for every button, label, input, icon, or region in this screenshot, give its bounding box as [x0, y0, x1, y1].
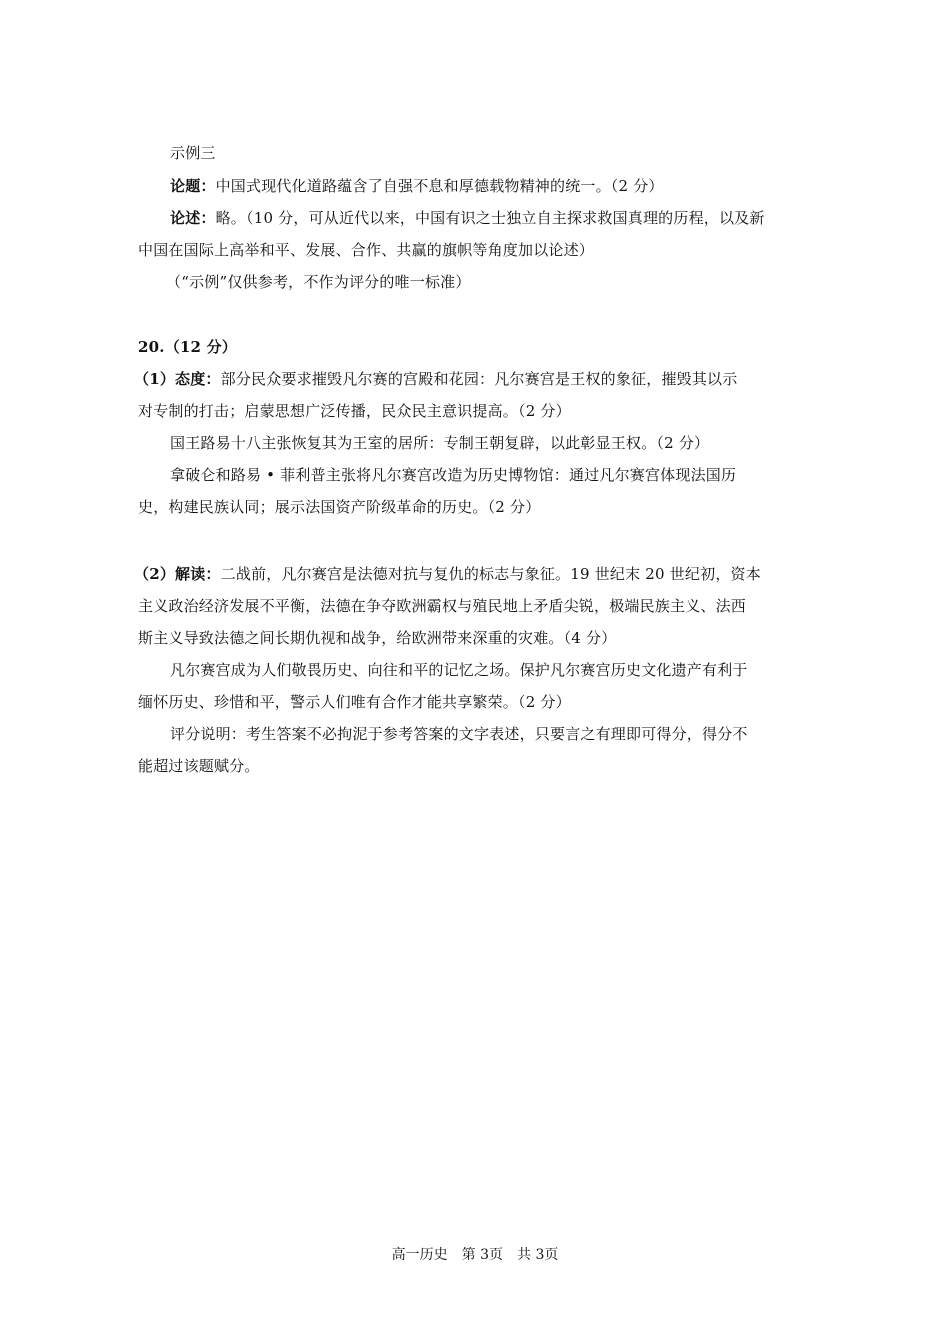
- q20-part2-line3: 斯主义导致法德之间长期仇视和战争，给欧洲带来深重的灾难。（4 分）: [138, 629, 617, 647]
- page-footer: 高一历史 第 3页 共 3页: [391, 1247, 559, 1263]
- q20-part1-line1: [134, 369, 737, 389]
- q20-part1-line2: 对专制的打击；启蒙思想广泛传播，民众民主意识提高。（2 分）: [138, 402, 571, 420]
- topic-text: 中国式现代化道路蕴含了自强不息和厚德载物精神的统一。（2 分）: [215, 177, 664, 195]
- argument-label: 论述：: [170, 209, 216, 227]
- q20-part2-label: （2）解读：: [134, 565, 221, 583]
- q20-part2-text-1: 二战前，凡尔赛宫是法德对抗与复仇的标志与象征。19 世纪末 20 世纪初，资本: [220, 565, 761, 583]
- argument-text-1: 略。（10 分，可从近代以来，中国有识之士独立自主探求救国真理的历程，以及新: [215, 209, 765, 227]
- q20-part2-line4: 凡尔赛宫成为人们敬畏历史、向往和平的记忆之场。保护凡尔赛宫历史文化遗产有利于: [170, 661, 748, 679]
- q20-part2-line1: [134, 564, 761, 584]
- q20-part2-line2: 主义政治经济发展不平衡，法德在争夺欧洲霸权与殖民地上矛盾尖锐，极端民族主义、法西: [138, 597, 747, 615]
- q20-scoring-note-line1: 评分说明：考生答案不必拘泥于参考答案的文字表述，只要言之有理即可得分，得分不: [170, 725, 748, 743]
- q20-part1-text-1: 部分民众要求摧毁凡尔赛的宫殿和花园：凡尔赛宫是王权的象征，摧毁其以示: [220, 370, 738, 388]
- q20-part1-line5: 史，构建民族认同；展示法国资产阶级革命的历史。（2 分）: [138, 498, 541, 516]
- example3-heading: 示例三: [170, 144, 216, 162]
- q20-part1-line3: 国王路易十八主张恢复其为王室的居所：专制王朝复辟，以此彰显王权。（2 分）: [170, 434, 710, 452]
- q20-part1-line4: 拿破仑和路易 • 菲利普主张将凡尔赛宫改造为历史博物馆：通过凡尔赛宫体现法国历: [170, 466, 737, 484]
- topic-label: 论题：: [170, 177, 216, 195]
- topic-line: [170, 176, 664, 196]
- argument-line-2: 中国在国际上高举和平、发展、合作、共赢的旗帜等角度加以论述）: [138, 241, 595, 259]
- q20-title: 20.（12 分）: [138, 338, 237, 356]
- argument-line-1: [170, 208, 765, 228]
- q20-scoring-note-line2: 能超过该题赋分。: [138, 757, 260, 775]
- example-note: （“示例”仅供参考，不作为评分的唯一标准）: [166, 273, 471, 291]
- q20-part1-label: （1）态度：: [134, 370, 221, 388]
- q20-part2-line5: 缅怀历史、珍惜和平，警示人们唯有合作才能共享繁荣。（2 分）: [138, 693, 571, 711]
